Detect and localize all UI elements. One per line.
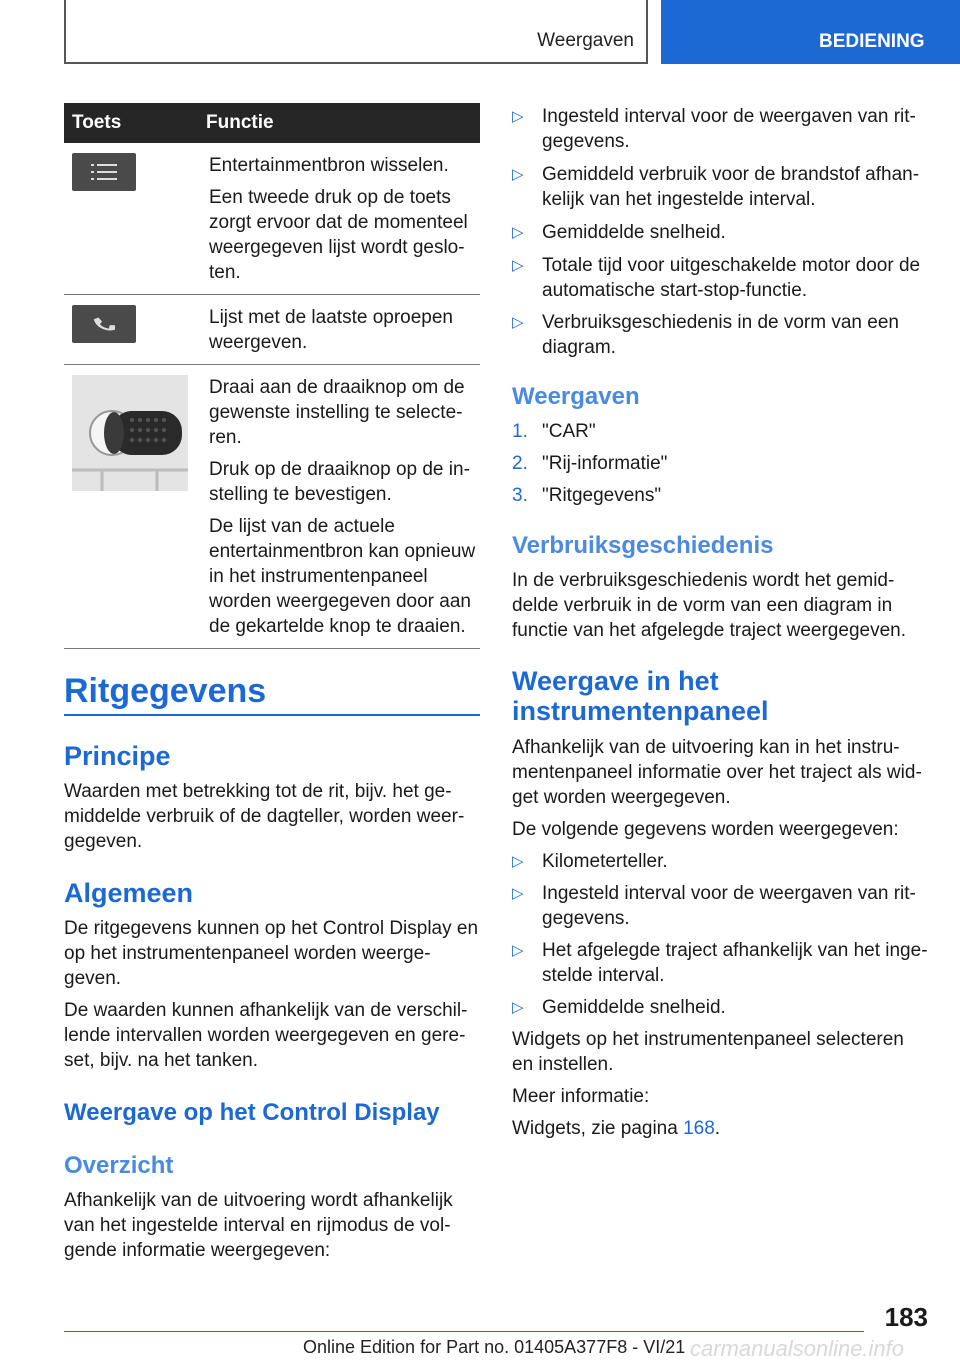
verbruik-text: In de verbruiksgeschiedenis wordt het gemiddelde verbruik in de vorm van een diagram in functie van het afgelegde traject weergegeven. bbox=[512, 570, 906, 641]
algemeen-text-1: De ritgegevens kunnen op het Control Display en op het instrumentenpaneel worden weergegeven. bbox=[64, 918, 479, 989]
list-item: ▷ Ingesteld interval voor de weergaven van ritgegevens. bbox=[512, 883, 916, 929]
bullet-triangle-icon: ▷ bbox=[512, 999, 524, 1016]
footer-edition: Online Edition for Part no. 01405A377F8 - VI/21 bbox=[303, 1337, 686, 1357]
instr-text-1: Afhankelijk van de uitvoering kan in het instrumentenpaneel informatie over het traject als widget worden weergegeven. bbox=[512, 737, 922, 808]
table-header-functie: Functie bbox=[198, 103, 480, 143]
bullet-triangle-icon: ▷ bbox=[512, 942, 524, 959]
page-reference-link[interactable]: 168 bbox=[683, 1118, 715, 1139]
heading-weergave-control-display: Weergave op het Control Display bbox=[64, 1099, 440, 1126]
list-item: ▷ Gemiddeld verbruik voor de brandstof afhankelijk van het ingestelde interval. bbox=[512, 164, 920, 210]
table-cell-text: Draai aan de draaiknop om de gewenste instelling te selecteren. bbox=[209, 377, 465, 448]
heading-weergave-instrumentenpaneel: Weergave in het instrumentenpaneel bbox=[512, 666, 769, 726]
rotary-knob-image bbox=[72, 375, 188, 491]
table-row bbox=[64, 143, 480, 295]
table-row bbox=[64, 295, 480, 365]
heading-algemeen: Algemeen bbox=[64, 878, 194, 908]
table-cell-text: Druk op de draaiknop op de instelling te bevestigen. bbox=[209, 459, 470, 505]
chapter-tab: BEDIENING bbox=[661, 0, 960, 64]
numbered-item: 1. "CAR" bbox=[512, 421, 596, 442]
phone-icon bbox=[72, 305, 136, 343]
watermark: carmanualsonline.info bbox=[690, 1336, 905, 1361]
table-cell-text: Een tweede druk op de toets zorgt ervoor dat de momenteel weergegeven lijst wordt gesloten. bbox=[209, 187, 468, 283]
key-function-table bbox=[64, 103, 480, 649]
widgets-text: Widgets op het instrumentenpaneel selecteren en instellen. bbox=[512, 1029, 904, 1075]
page-number: 183 bbox=[884, 1302, 928, 1332]
bullet-triangle-icon: ▷ bbox=[512, 885, 524, 902]
list-item: ▷ Het afgelegde traject afhankelijk van het ingestelde interval. bbox=[512, 940, 928, 986]
heading-ritgegevens: Ritgegevens bbox=[64, 672, 267, 710]
bullet-triangle-icon: ▷ bbox=[512, 224, 524, 241]
numbered-item: 2. "Rij-informatie" bbox=[512, 453, 668, 474]
heading-rule bbox=[64, 714, 480, 716]
bullet-triangle-icon: ▷ bbox=[512, 257, 524, 274]
meer-informatie-text: Meer informatie: bbox=[512, 1086, 650, 1107]
bullet-triangle-icon: ▷ bbox=[512, 166, 524, 183]
principe-text: Waarden met betrekking tot de rit, bijv. het gemiddelde verbruik of de dagteller, worden weergegeven. bbox=[64, 781, 465, 852]
table-header-toets: Toets bbox=[64, 103, 198, 143]
list-item: ▷ Ingesteld interval voor de weergaven van ritgegevens. bbox=[512, 106, 916, 152]
bullet-triangle-icon: ▷ bbox=[512, 853, 524, 870]
numbered-item: 3. "Ritgegevens" bbox=[512, 485, 662, 506]
heading-overzicht: Overzicht bbox=[64, 1152, 174, 1179]
instr-text-2: De volgende gegevens worden weergegeven: bbox=[512, 819, 899, 840]
heading-weergaven: Weergaven bbox=[512, 383, 640, 410]
list-item: ▷ Verbruiksgeschiedenis in de vorm van een diagram. bbox=[512, 312, 899, 358]
table-cell-text: Entertainmentbron wisselen. bbox=[209, 155, 449, 176]
bullet-triangle-icon: ▷ bbox=[512, 314, 524, 331]
overzicht-text: Afhankelijk van de uitvoering wordt afhankelijk van het ingestelde interval en rijmodus de volgende informatie weergegeven: bbox=[64, 1190, 453, 1261]
table-cell-text: De lijst van de actuele entertainmentbron kan opnieuw in het instrumentenpaneel worden weergegeven door aan de gekartelde knop te draaien. bbox=[209, 516, 476, 637]
heading-verbruiksgeschiedenis: Verbruiksgeschiedenis bbox=[512, 532, 774, 559]
list-item: ▷ Totale tijd voor uitgeschakelde motor door de automatische start-stop-functie. bbox=[512, 255, 921, 301]
bullet-triangle-icon: ▷ bbox=[512, 108, 524, 125]
list-item: ▷ Gemiddelde snelheid. bbox=[512, 222, 726, 243]
widgets-reference: Widgets, zie pagina 168. bbox=[512, 1118, 721, 1139]
list-item: ▷ Kilometerteller. bbox=[512, 851, 668, 872]
heading-principe: Principe bbox=[64, 741, 171, 771]
list-menu-icon bbox=[72, 153, 136, 191]
table-cell-text: Lijst met de laatste oproepen weergeven. bbox=[209, 307, 453, 353]
list-item: ▷ Gemiddelde snelheid. bbox=[512, 997, 726, 1018]
section-title: Weergaven bbox=[537, 30, 634, 51]
algemeen-text-2: De waarden kunnen afhankelijk van de verschillende intervallen worden weergegeven en gereset, bijv. na het tanken. bbox=[64, 1000, 468, 1071]
footer-rule bbox=[64, 1331, 864, 1332]
table-row bbox=[64, 365, 480, 649]
